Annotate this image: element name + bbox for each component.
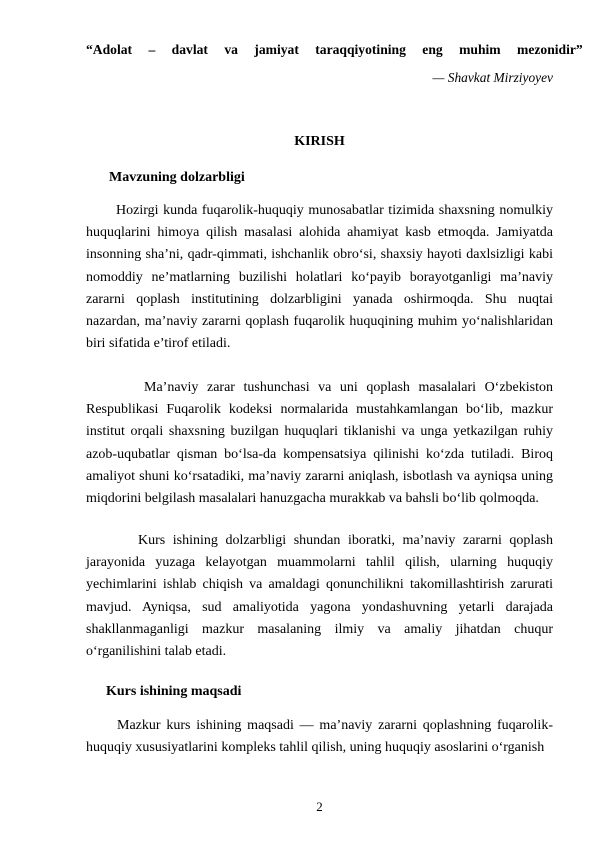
epigraph-quote: “Adolat – davlat va jamiyat taraqqiyotining eng muhim mezonidir” (86, 42, 583, 57)
section-title: KIRISH (294, 134, 345, 149)
subsection-heading-goal: Kurs ishining maqsadi (106, 684, 242, 699)
subsection-heading-relevance: Mavzuning dolzarbligi (109, 170, 245, 185)
paragraph: Hozirgi kunda fuqarolik-huquqiy munosabatlar tizimida shaxsning nomulkiy huquqlarini himoya qilish masalasi alohida ahamiyat kasb etmoqda. Jamiyatda insonning sha’ni, qadr-qimmati, ishchanlik obro‘si, shaxsiy hayoti daxlsizligi kabi nomoddiy ne’matlarning buzilishi holatlari ko‘payib borayotganligi ma’naviy zararni qoplash institutining dolzarbligini yanada oshirmoqda. Shu nuqtai nazardan, ma’naviy zararni qoplash fuqarolik huquqining muhim yo‘nalishlaridan biri sifatida e’tirof etiladi. (86, 203, 553, 352)
page-number: 2 (316, 799, 323, 814)
paragraph: Ma’naviy zarar tushunchasi va uni qoplash masalalari O‘zbekiston Respublikasi Fuqarolik kodeksi normalarida mustahkamlangan bo‘lib, mazkur institut orqali shaxsning buzilgan huquqlari tiklanishi va unga yetkazilgan ruhiy azob-uqubatlar qisman bo‘lsa-da kompensatsiya qilinishi ko‘zda tutiladi. Biroq amaliyot shuni ko‘rsatadiki, ma’naviy zararni aniqlash, isbotlash va ayniqsa uning miqdorini belgilash masalalari hanuzgacha murakkab va bahsli bo‘lib qolmoqda. (86, 380, 553, 507)
epigraph-author: — Shavkat Mirziyoyev (432, 70, 553, 85)
paragraph: Mazkur kurs ishining maqsadi — ma’naviy zararni qoplashning fuqarolik-huquqiy xususiyatlarini kompleks tahlil qilish, uning huquqiy asoslarini o‘rganish (86, 718, 553, 756)
paragraph: Kurs ishining dolzarbligi shundan iboratki, ma’naviy zararni qoplash jarayonida yuzaga kelayotgan muammolarni tahlil qilish, ularning huquqiy yechimlarini ishlab chiqish va amaldagi qonunchilikni takomillashtirish zarurati mavjud. Ayniqsa, sud amaliyotida yagona yondashuvning yetarli darajada shakllanmaganligi mazkur masalaning ilmiy va amaliy jihatdan chuqur o‘rganilishini talab etadi. (86, 533, 553, 660)
